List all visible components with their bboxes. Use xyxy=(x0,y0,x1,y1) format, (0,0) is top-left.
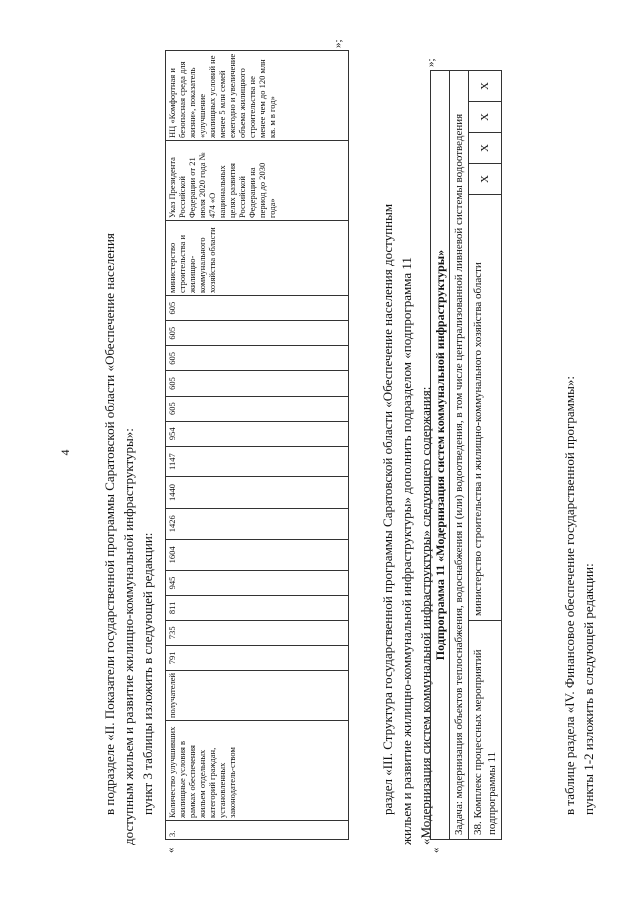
x-mark: X xyxy=(469,71,502,102)
value-cell: 1440 xyxy=(166,477,349,508)
table-row xyxy=(450,71,469,840)
table-row xyxy=(431,71,450,840)
value-cell: 1147 xyxy=(166,446,349,477)
subprogram-task: Задача: модернизация объектов теплоснабжения, водоснабжения и (или) водоотведения, в том числе централизованной ливневой системы водоотведения xyxy=(450,71,469,840)
paragraph-structure xyxy=(378,60,435,845)
table-row xyxy=(469,71,502,840)
measure-label: 38. Комплекс процессных мероприятий подпрограммы 11 xyxy=(469,621,502,840)
responsible-cell: министерство строительства и жилищно-коммунального хозяйства области xyxy=(166,221,349,296)
x-mark: X xyxy=(469,102,502,133)
row-number: 3. xyxy=(166,821,349,840)
value-cell: 605 xyxy=(166,321,349,346)
x-mark: X xyxy=(469,164,502,195)
goal-cell: НЦ «Комфортная и безопасная среда для жизни», показатель «улучшение жилищных условий не менее 5 млн семей ежегодно и увеличение объема жилищного строительства не менее чем до 120 млн кв. м в год» xyxy=(166,51,349,141)
table1-open-quote: « xyxy=(165,847,177,853)
paragraph-indicators-line1: в подразделе «II. Показатели государственной программы Саратовской области «Обеспечение населения xyxy=(102,233,117,815)
paragraph-finance-line2: пункты 1-2 изложить в следующей редакции: xyxy=(581,563,596,815)
value-cell: 945 xyxy=(166,570,349,595)
value-cell: 1426 xyxy=(166,508,349,539)
value-cell: 605 xyxy=(166,371,349,396)
value-cell: 811 xyxy=(166,596,349,621)
value-cell: 1604 xyxy=(166,539,349,570)
measure-responsible: министерство строительства и жилищно-коммунального хозяйства области xyxy=(469,195,502,621)
value-cell: 605 xyxy=(166,396,349,421)
indicator-name: Количество улучшивших жилищные условия в рамках обеспечения жильем отдельных категорий граждан, установленных законодатель-ством xyxy=(166,721,349,821)
indicators-table xyxy=(165,50,349,840)
paragraph-finance xyxy=(560,60,598,845)
value-cell: 605 xyxy=(166,346,349,371)
page-number: 4 xyxy=(58,449,72,456)
table2-close-quote: »; xyxy=(425,58,437,67)
table-row xyxy=(166,51,349,840)
paragraph-finance-line1: в таблице раздела «IV. Финансовое обеспечение государственной программы»: xyxy=(562,376,577,815)
value-cell: 605 xyxy=(166,296,349,321)
value-cell: 791 xyxy=(166,645,349,670)
paragraph-indicators-line3: пункт 3 таблицы изложить в следующей редакции: xyxy=(140,532,155,815)
value-cell: 735 xyxy=(166,620,349,645)
paragraph-indicators-line2: доступным жильем и развитие жилищно-коммунальной инфраструктуры»: xyxy=(121,428,136,845)
table2-open-quote: « xyxy=(430,847,442,853)
unit-cell: получателей xyxy=(166,670,349,720)
subprogram-header: Подпрограмма 11 «Модернизация систем коммунальной инфраструктуры» xyxy=(431,71,450,840)
basis-cell: Указ Президента Российской Федерации от 21 июля 2020 года № 474 «О национальных целях развития Российской Федерации на период до 2030 года» xyxy=(166,141,349,221)
paragraph-structure-line1: раздел «III. Структура государственной программы Саратовской области «Обеспечение населения доступным xyxy=(380,203,395,815)
paragraph-structure-line3: «Модернизация систем коммунальной инфраструктуры» следующего содержания: xyxy=(418,386,433,845)
paragraph-structure-line2: жильем и развитие жилищно-коммунальной инфраструктуры» дополнить подразделом «подпрограмма 11 xyxy=(399,257,414,845)
x-mark: X xyxy=(469,133,502,164)
subprogram-table xyxy=(430,70,502,840)
table1-close-quote: »; xyxy=(332,39,344,48)
value-cell: 954 xyxy=(166,421,349,446)
paragraph-indicators xyxy=(100,60,157,845)
